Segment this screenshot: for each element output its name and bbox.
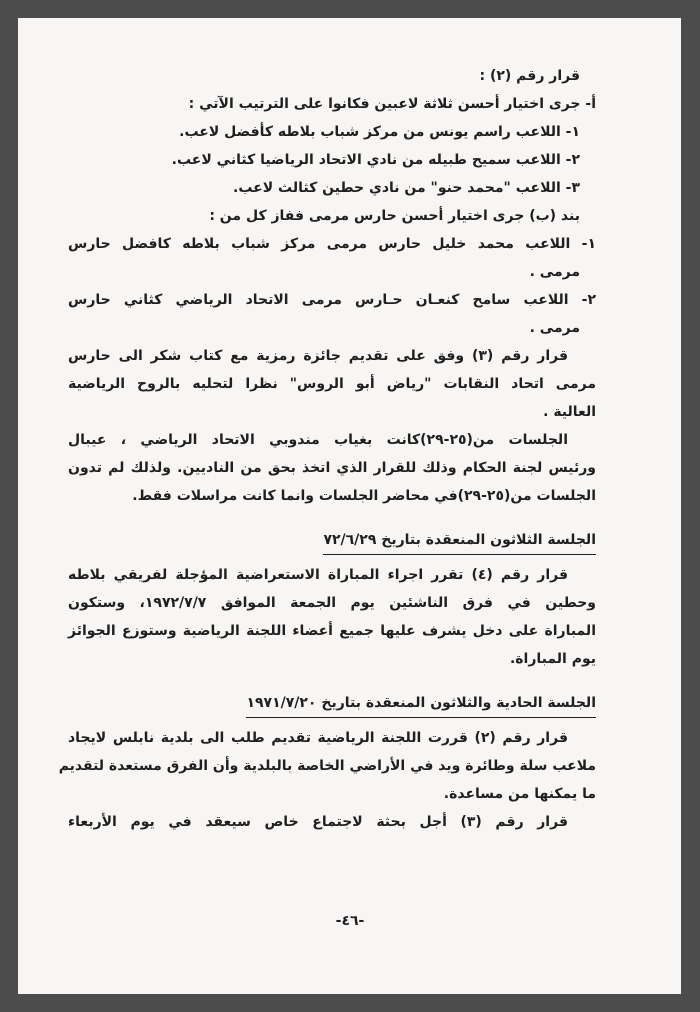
text-line: العالية . (543, 404, 596, 420)
text-line: يوم المباراة. (509, 651, 596, 667)
text-line: قرار رقم (٤) تقرر اجراء المباراة الاستعراضية المؤجلة لفريقي بلاطه (68, 567, 568, 583)
text-line: مرمى . (529, 264, 580, 280)
list-item: ٣- اللاعب "محمد حنو" من نادي حطين كثالث لاعب. (233, 180, 580, 196)
text-line: مرمى . (529, 320, 580, 336)
decision-title: قرار رقم (٢) : (479, 68, 580, 84)
section-heading: الجلسة الثلاثون المنعقدة بتاريخ ٧٢/٦/٢٩ (323, 528, 596, 555)
text-line: ورئيس لجنة الحكام وذلك للقرار الذي اتخذ بحق من الناديين. ولذلك لم تدون (68, 460, 596, 476)
list-item: ٢- اللاعب سامح كنعـان حـارس مرمى الاتحاد الرياضي كثاني حارس (68, 292, 596, 308)
page-number: -٤٦- (335, 913, 365, 929)
text-line: بند (ب) جرى اختيار أحسن حارس مرمى ففاز كل من : (209, 208, 580, 224)
document-body (58, 62, 597, 836)
section-heading-wrap (68, 528, 596, 555)
text-line: قرار رقم (٢) قررت اللجنة الرياضية تقديم طلب الى بلدية نابلس لايجاد (68, 730, 568, 746)
text-line: المباراة على دخل يشرف عليها جميع أعضاء اللجنة الرياضية وستوزع الجوائز (68, 623, 596, 639)
section-heading: الجلسة الحادية والثلاثون المنعقدة بتاريخ ١٩٧١/٧/٢٠ (246, 691, 596, 718)
text-line: مرمى اتحاد النقابات "رياض أبو الروس" نظرا لتحليه بالروح الرياضية (68, 376, 596, 392)
section-heading-wrap (68, 691, 596, 718)
list-item: ١- اللاعب راسم يونس من مركز شباب بلاطه كأفضل لاعب. (179, 124, 580, 140)
text-line: قرار رقم (٣) وفق على تقديم جائزة رمزية مع كتاب شكر الى حارس (68, 348, 568, 364)
text-line: ما يمكنها من مساعدة. (443, 786, 596, 802)
text-line: أ- جرى اختيار أحسن ثلاثة لاعبين فكانوا على الترتيب الآتي : (188, 96, 596, 112)
text-line: وحطين في فرق الناشئين يوم الجمعة الموافق ١٩٧٢/٧/٧، وستكون (68, 595, 597, 611)
list-item: ٢- اللاعب سميح طبيله من نادي الاتحاد الرياضيا كثاني لاعب. (171, 152, 580, 168)
text-line: قرار رقم (٣) أجل بحثة لاجتماع خاص سيعقد في يوم الأربعاء (68, 814, 568, 830)
text-line: ملاعب سلة وطائرة ويد في الأراضي الخاصة بالبلدية وأن الفرق مستعدة لتقديم (58, 758, 596, 774)
list-item: ١- اللاعب محمد خليل حارس مرمى مركز شباب بلاطه كافضل حارس (68, 236, 596, 252)
text-line: الجلسات من(٢٥-٢٩)في محاضر الجلسات وانما كانت مراسلات فقط. (132, 488, 596, 504)
text-line: الجلسات من(٢٥-٢٩)كانت بغياب مندوبي الاتحاد الرياضي ، عيبال (68, 432, 568, 448)
